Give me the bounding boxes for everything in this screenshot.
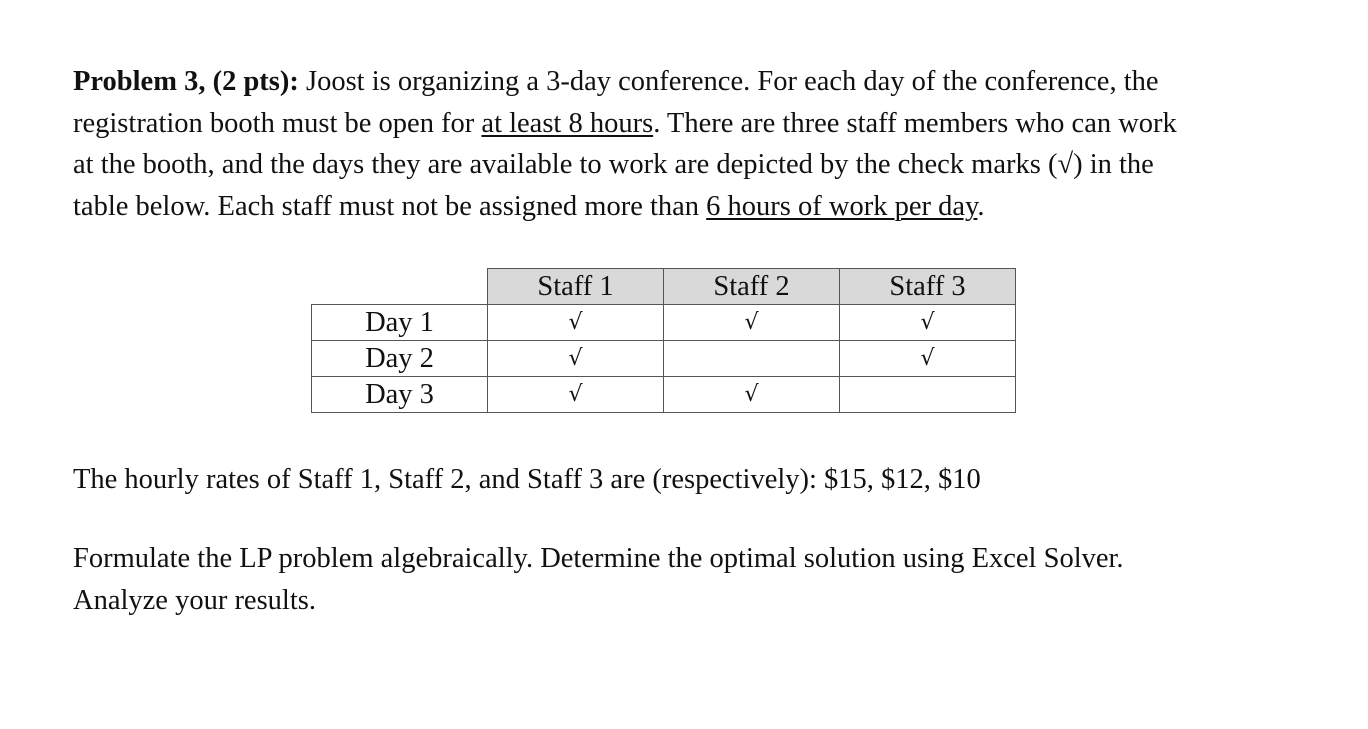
problem-heading: Problem 3, (2 pts): — [73, 66, 299, 97]
check-mark-cell: √ — [840, 341, 1016, 377]
problem-statement — [73, 61, 1293, 227]
min-hours-requirement: at least 8 hours — [481, 107, 654, 139]
header-staff-1: Staff 1 — [488, 269, 664, 305]
task-instructions — [73, 538, 1293, 621]
day-label: Day 2 — [312, 341, 488, 377]
check-mark-cell — [840, 377, 1016, 413]
check-mark-cell — [664, 341, 840, 377]
problem-line-1 — [73, 61, 1293, 103]
hourly-rates-text: The hourly rates of Staff 1, Staff 2, and Staff 3 are (respectively): $15, $12, $10 — [73, 464, 981, 495]
table-corner-cell — [312, 269, 488, 305]
table-header-row — [312, 269, 1016, 305]
check-mark-cell: √ — [488, 377, 664, 413]
check-mark-cell: √ — [488, 341, 664, 377]
problem-line-2 — [73, 103, 1293, 145]
check-mark-cell: √ — [664, 305, 840, 341]
check-mark-cell: √ — [488, 305, 664, 341]
problem-line-2-pre: registration booth must be open for — [73, 107, 482, 139]
day-label: Day 1 — [312, 305, 488, 341]
table-row — [312, 341, 1016, 377]
availability-table — [311, 268, 1016, 413]
problem-line-1-text: Joost is organizing a 3-day conference. For each day of the conference, the — [298, 66, 1159, 97]
day-label: Day 3 — [312, 377, 488, 413]
problem-line-4-post: . — [977, 190, 985, 222]
problem-line-3: at the booth, and the days they are available to work are depicted by the check marks (√) in the — [73, 149, 1154, 180]
header-staff-3: Staff 3 — [840, 269, 1016, 305]
problem-line-2-post: . There are three staff members who can work — [653, 107, 1177, 139]
task-line-1: Formulate the LP problem algebraically. Determine the optimal solution using Excel Solver. — [73, 543, 1124, 574]
max-hours-requirement: 6 hours of work per day — [706, 190, 978, 222]
check-mark-cell: √ — [840, 305, 1016, 341]
problem-line-4-pre: table below. Each staff must not be assigned more than — [73, 190, 707, 222]
table-row — [312, 305, 1016, 341]
problem-line-4 — [73, 186, 1293, 228]
check-mark-cell: √ — [664, 377, 840, 413]
header-staff-2: Staff 2 — [664, 269, 840, 305]
task-line-2: Analyze your results. — [73, 584, 316, 616]
table-row — [312, 377, 1016, 413]
